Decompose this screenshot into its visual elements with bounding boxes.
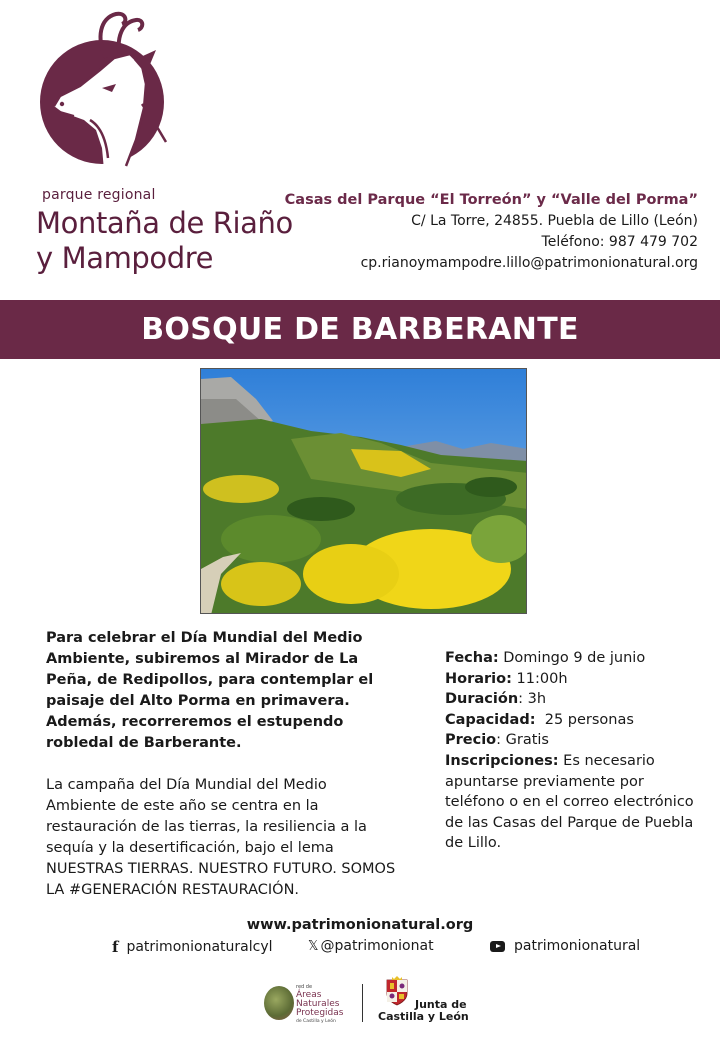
detail-label: Horario: <box>445 670 512 687</box>
detail-value: 25 personas <box>535 711 634 728</box>
detail-fecha <box>445 648 695 669</box>
contact-email[interactable]: cp.rianoymampodre.lillo@patrimonionatural.org <box>360 255 698 271</box>
logo-divider <box>362 984 363 1022</box>
detail-label: Precio <box>445 732 497 749</box>
rana-line: Naturales <box>296 999 340 1009</box>
social-facebook[interactable] <box>112 938 273 956</box>
institution-logos <box>262 976 482 1028</box>
chamois-logo-icon <box>30 8 300 198</box>
detail-value: : 3h <box>518 691 547 708</box>
youtube-icon <box>490 941 505 952</box>
contact-phone: Teléfono: 987 479 702 <box>541 234 698 250</box>
x-icon: 𝕏 <box>308 938 319 954</box>
junta-line1: Junta de <box>415 998 467 1011</box>
detail-label: Duración <box>445 691 519 708</box>
youtube-label: patrimonionatural <box>514 938 641 954</box>
rana-small-text: red de <box>296 984 313 990</box>
facebook-icon: f <box>112 938 119 956</box>
campaign-paragraph: La campaña del Día Mundial del Medio Ambiente de este año se centra en la restauración de las tierras, la resiliencia a la sequía y la desertificación, bajo el lema NUESTRAS TIERRAS. NUESTRO FUTURO. SOMOS LA #GENERACIÓN RESTAURACIÓN. <box>46 777 396 898</box>
detail-label: Capacidad: <box>445 711 536 728</box>
rana-subtitle: de Castilla y León <box>296 1019 336 1024</box>
facebook-label: patrimonionaturalcyl <box>126 939 273 955</box>
x-label: @patrimonionat <box>320 938 434 954</box>
detail-value: : Gratis <box>496 732 549 749</box>
detail-value: Es necesario apuntarse previamente por teléfono o en el correo electrónico de las Casas del Parque de Puebla de Lillo. <box>445 752 694 852</box>
detail-value: Domingo 9 de junio <box>498 650 646 666</box>
contact-title: Casas del Parque “El Torreón” y “Valle del Porma” <box>284 192 698 208</box>
rana-line: Protegidas <box>296 1008 344 1018</box>
details-column <box>445 648 695 854</box>
logo-name-line1: Montaña de Riaño <box>36 206 293 240</box>
junta-logo <box>378 976 478 1028</box>
rana-name <box>296 991 343 1018</box>
landscape-photo <box>200 368 527 614</box>
page-title: BOSQUE DE BARBERANTE <box>141 312 579 347</box>
detail-inscripciones <box>445 751 695 854</box>
junta-line2: Castilla y León <box>378 1010 469 1023</box>
website-link[interactable]: www.patrimonionatural.org <box>246 917 474 933</box>
rana-logo <box>262 982 358 1022</box>
detail-label: Inscripciones: <box>445 752 559 769</box>
social-x[interactable] <box>308 938 434 954</box>
description-column <box>46 628 398 901</box>
logo-name-line2: y Mampodre <box>36 241 214 275</box>
contact-block <box>285 190 698 274</box>
rana-line: Áreas <box>296 990 322 1000</box>
detail-duracion <box>445 689 695 710</box>
detail-capacidad <box>445 710 695 731</box>
rana-emblem-icon <box>264 986 294 1020</box>
park-logo <box>30 8 300 276</box>
detail-label: Fecha: <box>445 650 499 666</box>
title-banner <box>0 300 720 359</box>
social-youtube[interactable] <box>490 938 640 954</box>
intro-paragraph: Para celebrar el Día Mundial del Medio Ambiente, subiremos al Mirador de La Peña, de Redipollos, para contemplar el paisaje del Alto Porma en primavera. Además, recorreremos el estupendo robledal de Barberante. <box>46 630 374 751</box>
detail-horario <box>445 669 695 690</box>
contact-address: C/ La Torre, 24855. Puebla de Lillo (León) <box>411 213 698 229</box>
detail-value: 11:00h <box>511 670 568 687</box>
logo-small-text: parque regional <box>42 187 156 203</box>
junta-text <box>378 998 469 1023</box>
mountain-landscape-icon <box>201 369 527 614</box>
detail-precio <box>445 730 695 751</box>
